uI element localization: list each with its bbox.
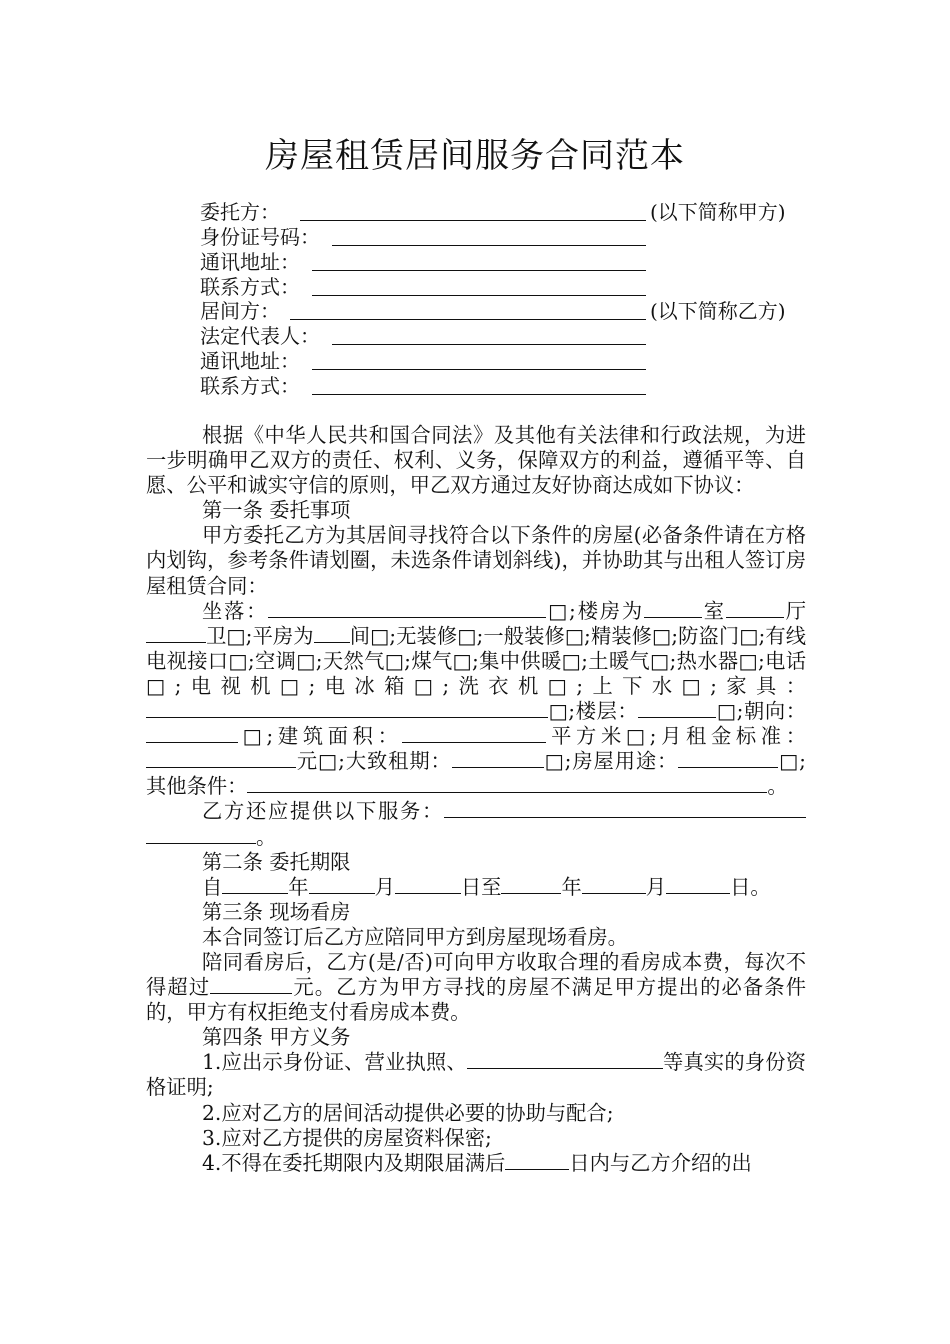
party-line-legal-rep [200, 324, 810, 349]
fill-line[interactable] [644, 599, 702, 618]
text-run: 日。 [730, 874, 771, 899]
fill-line[interactable] [146, 749, 296, 768]
article-4-item-2: 2.应对乙方的居间活动提供必要的协助与配合; [202, 1100, 614, 1125]
text-run: 间□;无装修□;一般装修□;精装修□;防盗门□;有线电视接口□;空调□;天然气□;煤气□;集中供暖□;土暖气□;热水器□;电话□;电视机□;电冰箱□;洗衣机□;上下水□;家具： [146, 623, 807, 698]
article-1-intro: 甲方委托乙方为其居间寻找符合以下条件的房屋(必备条件请在方格内划钩，参考条件请划圈，未选条件请划斜线)，并协助其与出租人签订房屋租赁合同： [146, 523, 806, 598]
party-line-contact-2 [200, 374, 810, 399]
fill-line[interactable] [309, 875, 375, 894]
text-run: 1.应出示身份证、营业执照、 [202, 1050, 467, 1075]
text-run: □;建筑面积： [238, 724, 403, 749]
text-run: 卫□;平房为 [206, 623, 314, 648]
document-title: 房屋租赁居间服务合同范本 [265, 136, 685, 176]
fill-line[interactable] [332, 324, 646, 345]
text-run: 元□;大致租期： [296, 749, 452, 774]
fill-line[interactable] [505, 1151, 569, 1170]
text-run: □;楼房为 [546, 598, 644, 623]
party-label: 身份证号码： [200, 225, 320, 249]
text-run: 年 [288, 874, 309, 899]
fill-line[interactable] [146, 699, 548, 718]
article-3-para-2 [146, 950, 806, 1025]
article-4-heading: 第四条 甲方义务 [202, 1025, 351, 1050]
fill-line[interactable] [501, 875, 561, 894]
party-label: 法定代表人： [200, 324, 320, 348]
fill-line[interactable] [638, 699, 716, 718]
fill-line[interactable] [666, 875, 730, 894]
fill-line[interactable] [467, 1050, 663, 1069]
location-label: 坐落： [202, 598, 269, 623]
fill-line[interactable] [678, 749, 778, 768]
fill-line[interactable] [312, 349, 646, 370]
party-label: 居间方： [200, 299, 280, 323]
party-line-broker [200, 299, 810, 324]
text-run: □;楼层： [548, 699, 639, 724]
party-line-client [200, 200, 810, 225]
text-run: 厅 [783, 598, 806, 623]
text-run: 月 [645, 874, 667, 899]
preamble: 根据《中华人民共和国合同法》及其他有关法律和行政法规，为进一步明确甲乙双方的责任、权利、义务，保障双方的利益，遵循平等、自愿、公平和诚实守信的原则，甲乙双方通过友好协商达成如下协议： [146, 423, 806, 498]
article-4-item-3: 3.应对乙方提供的房屋资料保密; [202, 1125, 492, 1150]
text-run: 4.不得在委托期限内及期限届满后 [202, 1150, 506, 1175]
fill-line[interactable] [300, 200, 646, 221]
party-label: 联系方式： [200, 374, 300, 398]
party-label: 联系方式： [200, 275, 300, 299]
article-4-item-1 [146, 1050, 806, 1100]
fill-line[interactable] [210, 975, 292, 994]
party-line-contact [200, 275, 810, 300]
text-run: 乙方还应提供以下服务： [202, 799, 444, 824]
text-run: 陪同看房后，乙方(是/否)可向甲方收取合理的看房成本费，每次不得超过 [146, 949, 806, 1000]
article-1-services [146, 799, 806, 849]
fill-line[interactable] [268, 599, 546, 618]
fill-line[interactable] [146, 724, 238, 743]
text-run: 室 [701, 598, 726, 623]
article-2-heading: 第二条 委托期限 [202, 849, 351, 874]
fill-line[interactable] [222, 875, 288, 894]
text-run: 元。乙方为甲方寻找的房屋不满足甲方提出的必备条件的，甲方有权拒绝支付看房成本费。 [146, 975, 806, 1025]
party-label: 通讯地址： [200, 250, 300, 274]
text-run: 平方米□;月租金标准： [546, 724, 806, 749]
party-label: 通讯地址： [200, 349, 300, 373]
party-line-address-2 [200, 349, 810, 374]
fill-line[interactable] [290, 299, 646, 320]
text-run: 等真实的身份资格证明; [146, 1050, 806, 1100]
text-run: 月 [374, 874, 395, 899]
fill-line[interactable] [582, 875, 646, 894]
fill-line[interactable] [444, 799, 806, 818]
party-suffix: (以下简称甲方) [650, 200, 786, 224]
text-run: 。 [767, 774, 788, 799]
fill-line[interactable] [312, 275, 646, 296]
party-suffix: (以下简称乙方) [650, 299, 786, 323]
text-run: □;房屋用途： [543, 749, 679, 774]
article-1-heading: 第一条 委托事项 [202, 498, 351, 523]
text-run: 年 [561, 874, 582, 899]
party-line-address [200, 250, 810, 275]
party-label: 委托方： [200, 200, 280, 224]
text-run: □;朝向： [716, 699, 807, 724]
article-3-para-1: 本合同签订后乙方应陪同甲方到房屋现场看房。 [202, 924, 628, 949]
text-run: 日内与乙方介绍的出 [569, 1150, 752, 1175]
fill-line[interactable] [726, 599, 784, 618]
text-run: 自 [202, 874, 223, 899]
fill-line[interactable] [312, 374, 646, 395]
fill-line[interactable] [146, 825, 256, 844]
text-run: 。 [256, 824, 277, 849]
fill-line[interactable] [312, 250, 646, 271]
fill-line[interactable] [402, 724, 546, 743]
contract-body [146, 423, 806, 1176]
party-line-id [200, 225, 810, 250]
article-3-heading: 第三条 现场看房 [202, 899, 351, 924]
article-1-conditions [146, 599, 806, 800]
text-run: □;其他条件： [146, 749, 807, 799]
fill-line[interactable] [314, 624, 350, 643]
fill-line[interactable] [395, 875, 461, 894]
article-4-item-4 [146, 1151, 806, 1176]
fill-line[interactable] [332, 225, 646, 246]
fill-line[interactable] [247, 774, 767, 793]
fill-line[interactable] [146, 624, 206, 643]
fill-line[interactable] [452, 749, 544, 768]
text-run: 日至 [460, 874, 502, 899]
article-2-period [146, 875, 806, 900]
